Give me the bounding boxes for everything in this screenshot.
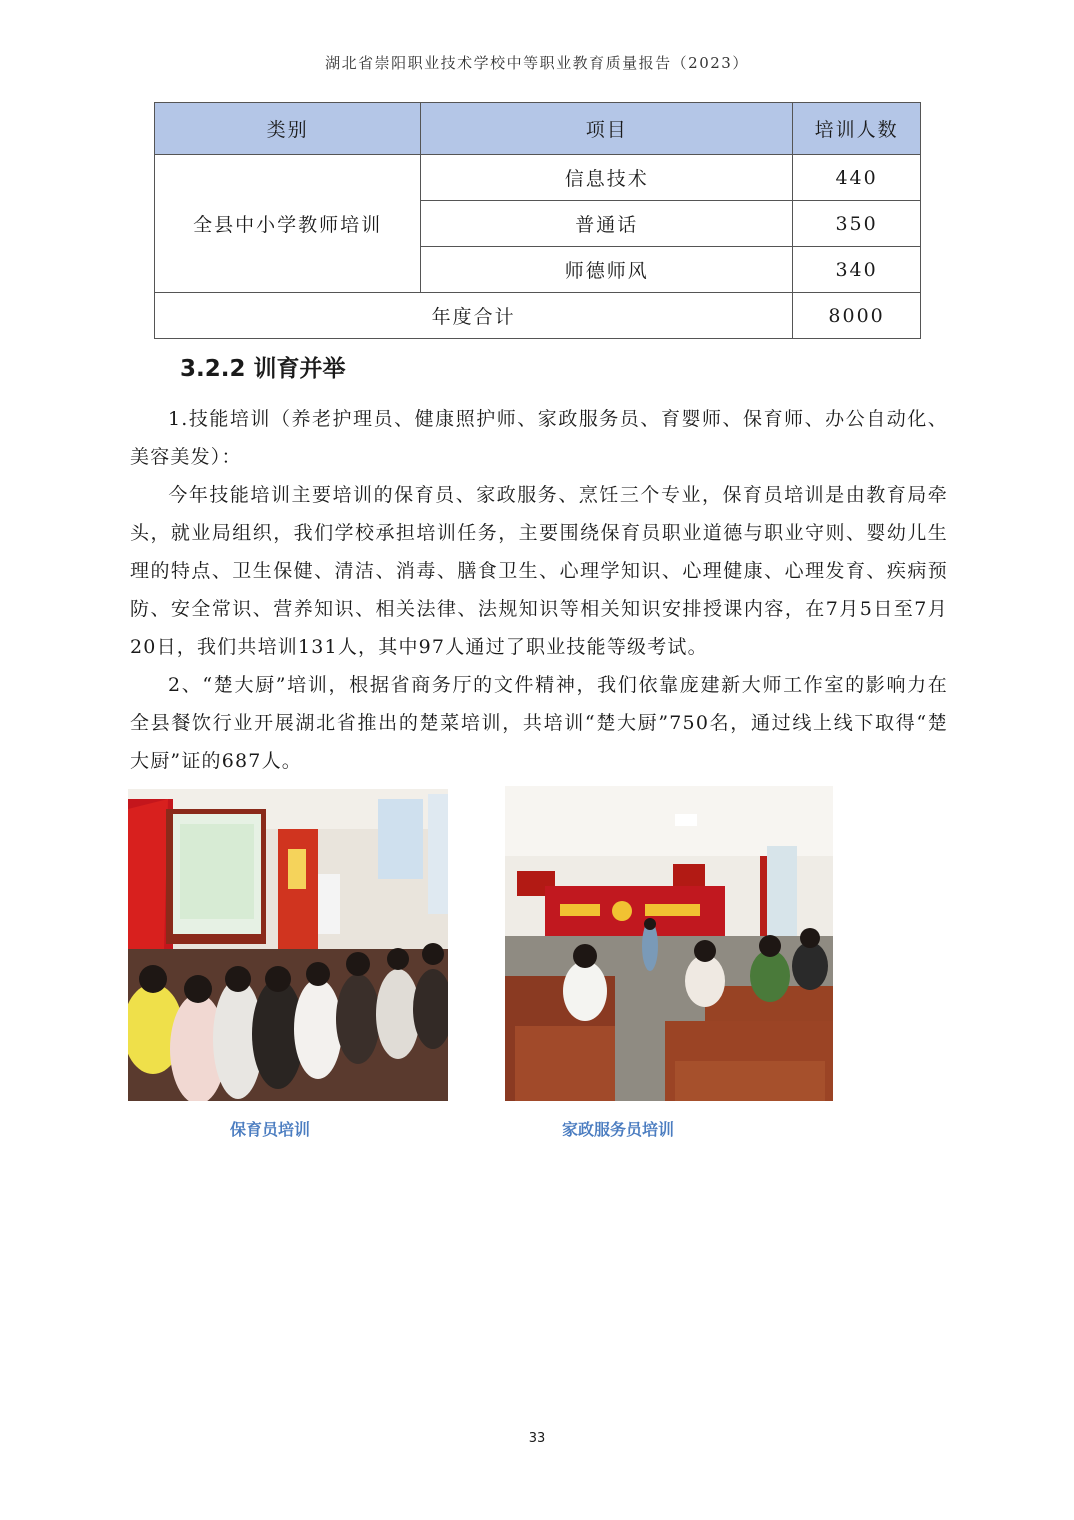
table-total-label: 年度合计 xyxy=(155,293,793,339)
table-cell-count: 440 xyxy=(793,155,921,201)
housekeeping-training-photo xyxy=(505,786,833,1101)
paragraph-skills-body: 今年技能培训主要培训的保育员、家政服务、烹饪三个专业，保育员培训是由教育局牵头，就业局组织，我们学校承担培训任务，主要围绕保育员职业道德与职业守则、婴幼儿生理的特点、卫生保健、清洁、消毒、膳食卫生、心理学知识、心理健康、心理发育、疾病预防、安全常识、营养知识、相关法律、法规知识等相关知识安排授课内容，在7月5日至7月20日，我们共培训131人，其中97人通过了职业技能等级考试。 xyxy=(130,484,948,658)
section-title: 3.2.2 训育并举 xyxy=(180,356,346,382)
table-header-row xyxy=(155,103,921,155)
table-cell-item: 信息技术 xyxy=(421,155,793,201)
table-cell-item: 师德师风 xyxy=(421,247,793,293)
photo-caption-childcare: 保育员培训 xyxy=(230,1120,311,1139)
table-header-item: 项目 xyxy=(421,103,793,155)
table-total-row xyxy=(155,293,921,339)
table-cell-count: 350 xyxy=(793,201,921,247)
childcare-training-photo xyxy=(128,789,448,1101)
training-table xyxy=(154,102,921,339)
page-header: 湖北省崇阳职业技术学校中等职业教育质量报告（2023） xyxy=(325,54,749,72)
paragraph-skills-intro: 1.技能培训（养老护理员、健康照护师、家政服务员、育婴师、保育师、办公自动化、美容美发）： xyxy=(130,408,948,468)
table-cell-category: 全县中小学教师培训 xyxy=(155,155,421,293)
table-row xyxy=(155,155,921,201)
page-number: 33 xyxy=(528,1431,546,1446)
table-cell-item: 普通话 xyxy=(421,201,793,247)
table-total-value: 8000 xyxy=(793,293,921,339)
photo-caption-housekeeping: 家政服务员培训 xyxy=(562,1120,675,1139)
table-header-count: 培训人数 xyxy=(793,103,921,155)
table-cell-count: 340 xyxy=(793,247,921,293)
table-header-category: 类别 xyxy=(155,103,421,155)
paragraph-chef-training: 2、“楚大厨”培训，根据省商务厅的文件精神，我们依靠庞建新大师工作室的影响力在全县餐饮行业开展湖北省推出的楚菜培训，共培训“楚大厨”750名，通过线上线下取得“楚大厨”证的687人。 xyxy=(130,674,948,772)
